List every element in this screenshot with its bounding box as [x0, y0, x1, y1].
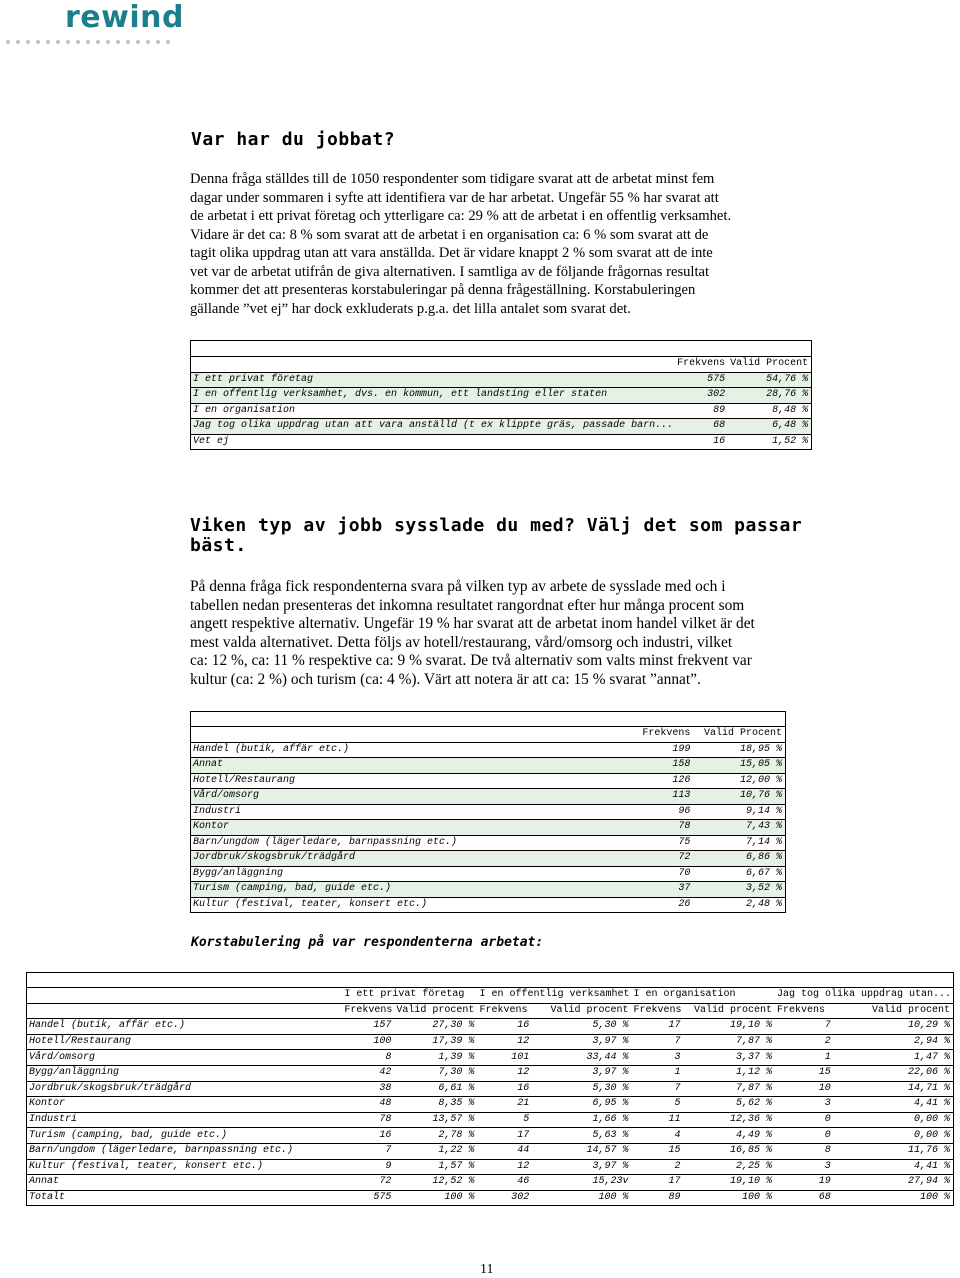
table-row: Jag tog olika uppdrag utan att vara anställd (t ex klippte gräs, passade barn... 68 6,48 % — [191, 419, 812, 435]
table-row: Turism (camping, bad, guide etc.) 16 2,78 % 17 5,63 % 4 4,49 % 0 0,00 % — [27, 1128, 954, 1144]
section1-paragraph: Denna fråga ställdes till de 1050 respondenter som tidigare svarat att de arbetat minst fem dagar under sommaren i syfte att identifiera var de har arbetat. Ungefär 55 % har svarat att de arbetat i ett privat företag och ytterligare ca: 29 % att de arbetat i en offentlig verksamhet. Vidare är det ca: 8 % som svarat att de arbetat i en organisation ca: 6 % som svarat att de tagit olika uppdrag utan att vara anställda. Det är vidare knappt 2 % som svarat att de inte vet var de arbetat utifrån de giva alternativen. I samtliga av de följande frågornas resultat kommer det att presenteras korstabuleringar på denna frågeställning. Korstabuleringen gällande ”vet ej” har dock exkluderats p.g.a. det lilla antalet som svarat det. — [190, 171, 732, 317]
table-row: Kultur (festival, teater, konsert etc.) 9 1,57 % 12 3,97 % 2 2,25 % 3 4,41 % — [27, 1159, 954, 1175]
section1-heading: Var har du jobbat? — [191, 129, 396, 150]
table-row: Kontor 78 7,43 % — [191, 820, 786, 836]
crosstab-table: I ett privat företag I en offentlig verksamhet I en organisation Jag tog olika uppdrag utan... Frekvens Valid procent Frekvens Valid procent Frekvens Valid procent Frekvens Valid procent Handel (butik, affär etc.) 157 27,30 % 16 5,30 % 17 19,10 % 7 10,29 % Hotell/Restaurang 100 17,39 % 12 3,97 % 7 7,87 % 2 2,94 % Vård/omsorg 8 1,39 % 101 33,44 % 3 3,37 % 1 1,47 % Bygg/anläggning 42 7,30 % 12 3,97 % 1 1,12 % 15 22,06 % Jordbruk/skogsbruk/trädgård 38 6,61 % 16 5,30 % 7 7,87 % 10 14,71 % Kontor 48 8,35 % 21 6,95 % 5 5,62 % 3 4,41 % Industri 78 13,57 % 5 1,66 % 11 12,36 % 0 0,00 % Turism (camping, bad, guide etc.) 16 2,78 % 17 5,63 % 4 4,49 % 0 0,00 % Barn/ungdom (lägerledare, barnpassning etc.) 7 1,22 % 44 14,57 % 15 16,85 % 8 11,76 % Kultur (festival, teater, konsert etc.) 9 1,57 % 12 3,97 % 2 2,25 % 3 4,41 % Annat 72 12,52 % 46 15,23v 17 19,10 % 19 27,94 % Totalt 575 100 % 302 100 % 89 100 % 68 100 % — [26, 972, 954, 1206]
table-row: Jordbruk/skogsbruk/trädgård 72 6,86 % — [191, 851, 786, 867]
section3-heading: Korstabulering på var respondenterna arbetat: — [191, 935, 544, 950]
table-row: Barn/ungdom (lägerledare, barnpassning etc.) 75 7,14 % — [191, 835, 786, 851]
table-row: Bygg/anläggning 42 7,30 % 12 3,97 % 1 1,12 % 15 22,06 % — [27, 1065, 954, 1081]
table-row: Hotell/Restaurang 100 17,39 % 12 3,97 % 7 7,87 % 2 2,94 % — [27, 1034, 954, 1050]
table-row: Turism (camping, bad, guide etc.) 37 3,52 % — [191, 882, 786, 898]
workplace-table: Frekvens Valid Procent I ett privat företag 575 54,76 % I en offentlig verksamhet, dvs. en kommun, ett landsting eller staten 302 28,76 % I en organisation 89 8,48 % Jag tog olika uppdrag utan att vara anställd (t ex klippte gräs, passade barn... 68 6,48 % Vet ej 16 1,52 % — [190, 340, 812, 450]
table-row: Handel (butik, affär etc.) 199 18,95 % — [191, 742, 786, 758]
table-row: I en organisation 89 8,48 % — [191, 403, 812, 419]
table-row: Annat 158 15,05 % — [191, 758, 786, 774]
table-row: Handel (butik, affär etc.) 157 27,30 % 16 5,30 % 17 19,10 % 7 10,29 % — [27, 1019, 954, 1035]
table-row: Vård/omsorg 8 1,39 % 101 33,44 % 3 3,37 % 1 1,47 % — [27, 1050, 954, 1066]
table-row: Bygg/anläggning 70 6,67 % — [191, 866, 786, 882]
logo-dots — [6, 31, 176, 49]
page-number: 11 — [480, 1262, 494, 1277]
table-row: Barn/ungdom (lägerledare, barnpassning etc.) 7 1,22 % 44 14,57 % 15 16,85 % 8 11,76 % — [27, 1143, 954, 1159]
table-row: Totalt 575 100 % 302 100 % 89 100 % 68 100 % — [27, 1190, 954, 1206]
table-row: Vård/omsorg 113 10,76 % — [191, 789, 786, 805]
section2-heading: Viken typ av jobb sysslade du med? Välj det som passar bäst. — [190, 515, 803, 556]
table-row: Kultur (festival, teater, konsert etc.) 26 2,48 % — [191, 897, 786, 913]
table-row: Hotell/Restaurang 126 12,00 % — [191, 773, 786, 789]
rewind-logo: rewind — [65, 0, 184, 35]
table-row: I en offentlig verksamhet, dvs. en kommun, ett landsting eller staten 302 28,76 % — [191, 388, 812, 404]
table-row: Industri 96 9,14 % — [191, 804, 786, 820]
table-row: I ett privat företag 575 54,76 % — [191, 372, 812, 388]
table-row: Jordbruk/skogsbruk/trädgård 38 6,61 % 16 5,30 % 7 7,87 % 10 14,71 % — [27, 1081, 954, 1097]
table-row: Vet ej 16 1,52 % — [191, 434, 812, 450]
table-row: Industri 78 13,57 % 5 1,66 % 11 12,36 % 0 0,00 % — [27, 1112, 954, 1128]
table-row: Annat 72 12,52 % 46 15,23v 17 19,10 % 19 27,94 % — [27, 1175, 954, 1191]
section2-paragraph: På denna fråga fick respondenterna svara på vilken typ av arbete de sysslade med och i tabellen nedan presenteras det inkomna resultatet rangordnat efter hur många procent som angett respektive alternativ. Ungefär 19 % har svarat att de arbetat inom handel vilket är det mest valda alternativet. Detta följs av hotell/restaurang, vård/omsorg och industri, vilket ca: 12 %, ca: 11 % respektive ca: 9 % svarat. De två alternativ som valts minst frekvent var kultur (ca: 2 %) och turism (ca: 4 %). Värt att notera är att ca: 15 % svarat ”annat”. — [190, 578, 755, 688]
job-type-table: Frekvens Valid Procent Handel (butik, affär etc.) 199 18,95 % Annat 158 15,05 % Hotell/Restaurang 126 12,00 % Vård/omsorg 113 10,76 % Industri 96 9,14 % Kontor 78 7,43 % Barn/ungdom (lägerledare, barnpassning etc.) 75 7,14 % Jordbruk/skogsbruk/trädgård 72 6,86 % Bygg/anläggning 70 6,67 % Turism (camping, bad, guide etc.) 37 3,52 % Kultur (festival, teater, konsert etc.) 26 2,48 % — [190, 711, 786, 913]
table-row: Kontor 48 8,35 % 21 6,95 % 5 5,62 % 3 4,41 % — [27, 1097, 954, 1113]
